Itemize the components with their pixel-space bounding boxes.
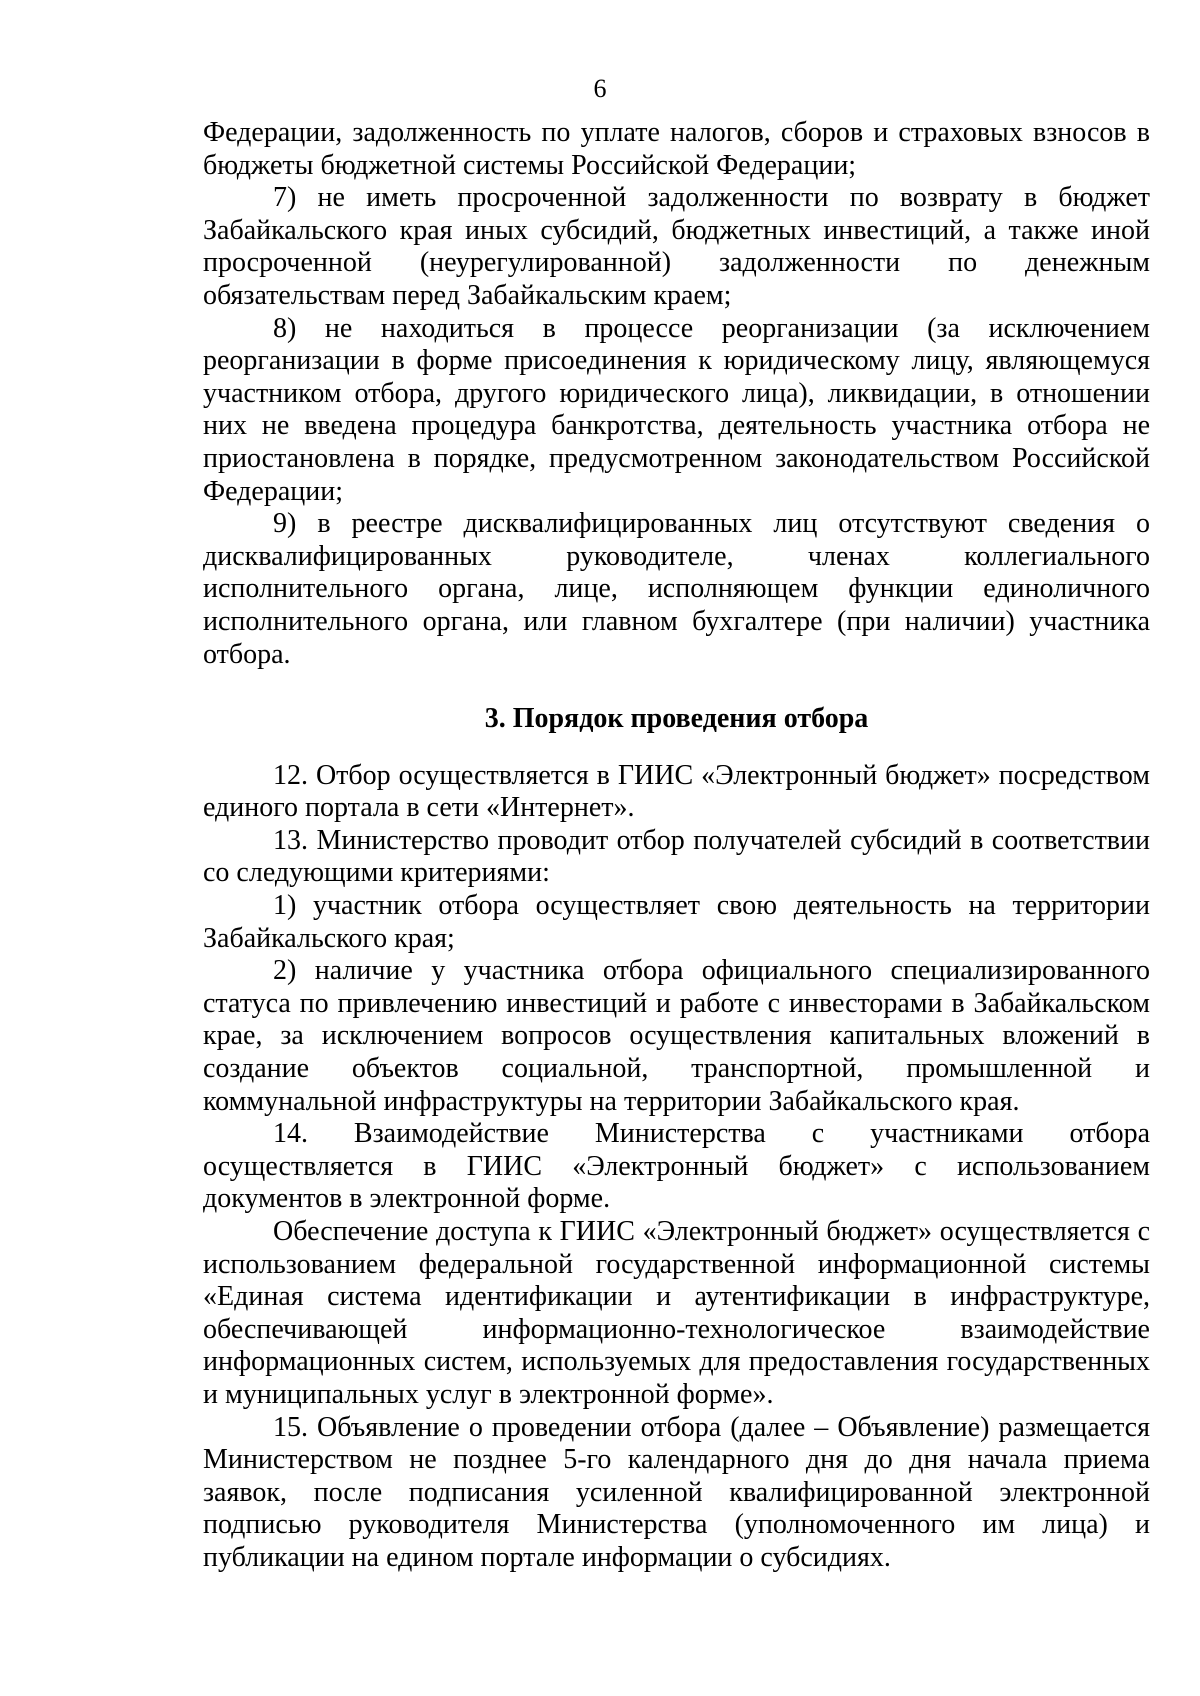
paragraph-clause-14: 14. Взаимодействие Министерства с участниками отбора осуществляется в ГИИС «Электронный бюджет» с использованием документов в электронной форме. <box>203 1118 1150 1215</box>
paragraph-criterion-2: 2) наличие у участника отбора официального специализированного статуса по привлечению инвестиций и работе с инвесторами в Забайкальском крае, за исключением вопросов осуществления капитальных вложений в создание объектов социальной, транспортной, промышленной и коммунальной инфраструктуры на территории Забайкальского края. <box>203 955 1150 1117</box>
paragraph-criterion-1: 1) участник отбора осуществляет свою деятельность на территории Забайкальского края; <box>203 890 1150 954</box>
paragraph-item-7: 7) не иметь просроченной задолженности по возврату в бюджет Забайкальского края иных субсидий, бюджетных инвестиций, а также иной просроченной (неурегулированной) задолженности по денежным обязательствам перед Забайкальским краем; <box>203 182 1150 311</box>
paragraph-item-9: 9) в реестре дисквалифицированных лиц отсутствуют сведения о дисквалифицированных руководителе, членах коллегиального исполнительного органа, лице, исполняющем функции единоличного исполнительного органа, или главном бухгалтере (при наличии) участника отбора. <box>203 508 1150 670</box>
paragraph-continuation: Федерации, задолженность по уплате налогов, сборов и страховых взносов в бюджеты бюджетной системы Российской Федерации; <box>203 117 1150 181</box>
document-body <box>203 117 1150 1575</box>
paragraph-clause-13: 13. Министерство проводит отбор получателей субсидий в соответствии со следующими критериями: <box>203 824 1150 889</box>
paragraph-clause-12: 12. Отбор осуществляется в ГИИС «Электронный бюджет» посредством единого портала в сети «Интернет». <box>203 759 1150 824</box>
spacer <box>203 671 1150 703</box>
paragraph-access: Обеспечение доступа к ГИИС «Электронный бюджет» осуществляется с использованием федеральной государственной информационной системы «Единая система идентификации и аутентификации в инфраструктуре, обеспечивающей информационно-технологическое взаимодействие информационных систем, используемых для предоставления государственных и муниципальных услуг в электронной форме». <box>203 1216 1150 1410</box>
paragraph-item-8: 8) не находиться в процессе реорганизации (за исключением реорганизации в форме присоединения к юридическому лицу, являющемуся участником отбора, другого юридического лица), ликвидации, в отношении них не введена процедура банкротства, деятельность участника отбора не приостановлена в порядке, предусмотренном законодательством Российской Федерации; <box>203 312 1150 507</box>
page-number: 6 <box>593 74 607 103</box>
spacer <box>203 736 1150 760</box>
paragraph-clause-15: 15. Объявление о проведении отбора (далее – Объявление) размещается Министерством не позднее 5-го календарного дня до дня начала приема заявок, после подписания усиленной квалифицированной электронной подписью руководителя Министерства (уполномоченного им лица) и публикации на едином портале информации о субсидиях. <box>203 1411 1150 1573</box>
section-heading: 3. Порядок проведения отбора <box>484 703 869 735</box>
